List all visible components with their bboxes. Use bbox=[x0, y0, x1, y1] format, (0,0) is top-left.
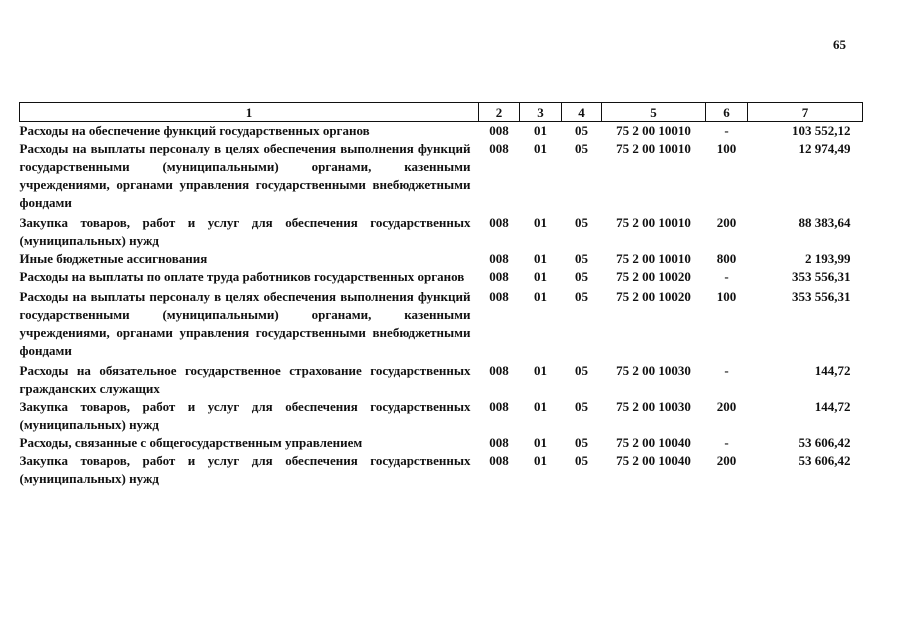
row-subsection: 05 bbox=[575, 289, 588, 304]
row-expense-type: - bbox=[724, 435, 729, 450]
row-expense-type: 100 bbox=[716, 141, 737, 156]
row-ministry-code: 008 bbox=[489, 435, 509, 450]
row-amount: 88 383,64 bbox=[798, 215, 851, 230]
row-expense-type: 800 bbox=[716, 251, 737, 266]
header-col-3: 3 bbox=[520, 103, 562, 122]
row-amount: 53 606,42 bbox=[798, 435, 851, 450]
row-description: Расходы на выплаты по оплате труда работников государственных органов bbox=[19, 269, 465, 284]
row-target-article: 75 2 00 10010 bbox=[616, 251, 691, 266]
row-description: Расходы, связанные с общегосударственным управлением bbox=[19, 435, 363, 450]
row-subsection: 05 bbox=[575, 453, 588, 468]
row-section: 01 bbox=[534, 269, 547, 284]
row-section: 01 bbox=[534, 435, 547, 450]
row-description: Расходы на выплаты персоналу в целях обеспечения выполнения функций государственными (муниципальными) органами, казенными учреждениями, органами управления государственными внебюджетными фондами bbox=[19, 141, 471, 210]
row-target-article: 75 2 00 10040 bbox=[616, 453, 691, 468]
row-subsection: 05 bbox=[575, 269, 588, 284]
row-amount: 2 193,99 bbox=[805, 251, 851, 266]
row-subsection: 05 bbox=[575, 435, 588, 450]
row-description: Закупка товаров, работ и услуг для обеспечения государственных (муниципальных) нужд bbox=[19, 399, 471, 432]
row-section: 01 bbox=[534, 141, 547, 156]
row-amount: 12 974,49 bbox=[798, 141, 851, 156]
table-row bbox=[20, 452, 863, 488]
row-description: Закупка товаров, работ и услуг для обеспечения государственных (муниципальных) нужд bbox=[19, 215, 471, 248]
header-col-4: 4 bbox=[562, 103, 602, 122]
row-section: 01 bbox=[534, 123, 547, 138]
row-subsection: 05 bbox=[575, 399, 588, 414]
row-amount: 353 556,31 bbox=[792, 289, 851, 304]
table-row bbox=[20, 140, 863, 212]
row-target-article: 75 2 00 10020 bbox=[616, 269, 691, 284]
table-row bbox=[20, 268, 863, 286]
row-target-article: 75 2 00 10030 bbox=[616, 363, 691, 378]
row-expense-type: - bbox=[724, 123, 729, 138]
row-section: 01 bbox=[534, 363, 547, 378]
table-row bbox=[20, 398, 863, 434]
row-expense-type: - bbox=[724, 363, 729, 378]
header-col-5: 5 bbox=[602, 103, 706, 122]
page-number: 65 bbox=[833, 37, 846, 52]
row-subsection: 05 bbox=[575, 363, 588, 378]
row-expense-type: 200 bbox=[716, 399, 737, 414]
row-section: 01 bbox=[534, 251, 547, 266]
row-description: Расходы на обязательное государственное страхование государственных гражданских служащих bbox=[19, 363, 471, 396]
row-ministry-code: 008 bbox=[489, 141, 509, 156]
row-target-article: 75 2 00 10020 bbox=[616, 289, 691, 304]
row-expense-type: 200 bbox=[716, 215, 737, 230]
row-section: 01 bbox=[534, 453, 547, 468]
row-description: Закупка товаров, работ и услуг для обеспечения государственных (муниципальных) нужд bbox=[19, 453, 471, 486]
header-col-1: 1 bbox=[20, 103, 479, 122]
table-row bbox=[20, 286, 863, 360]
row-ministry-code: 008 bbox=[489, 363, 509, 378]
row-ministry-code: 008 bbox=[489, 215, 509, 230]
table-row bbox=[20, 434, 863, 452]
row-subsection: 05 bbox=[575, 251, 588, 266]
row-ministry-code: 008 bbox=[489, 289, 509, 304]
row-expense-type: 100 bbox=[716, 289, 737, 304]
row-ministry-code: 008 bbox=[489, 269, 509, 284]
row-target-article: 75 2 00 10040 bbox=[616, 435, 691, 450]
table-row bbox=[20, 122, 863, 141]
row-subsection: 05 bbox=[575, 215, 588, 230]
row-subsection: 05 bbox=[575, 141, 588, 156]
row-target-article: 75 2 00 10010 bbox=[616, 123, 691, 138]
row-target-article: 75 2 00 10010 bbox=[616, 141, 691, 156]
budget-table bbox=[19, 102, 863, 488]
row-amount: 103 552,12 bbox=[792, 123, 851, 138]
row-amount: 353 556,31 bbox=[792, 269, 851, 284]
row-description: Расходы на выплаты персоналу в целях обеспечения выполнения функций государственными (муниципальными) органами, казенными учреждениями, органами управления государственными внебюджетными фондами bbox=[19, 289, 471, 358]
row-section: 01 bbox=[534, 289, 547, 304]
row-target-article: 75 2 00 10010 bbox=[616, 215, 691, 230]
table-row bbox=[20, 360, 863, 398]
row-amount: 53 606,42 bbox=[798, 453, 851, 468]
row-expense-type: - bbox=[724, 269, 729, 284]
row-target-article: 75 2 00 10030 bbox=[616, 399, 691, 414]
header-col-2: 2 bbox=[479, 103, 520, 122]
row-ministry-code: 008 bbox=[489, 123, 509, 138]
row-description: Иные бюджетные ассигнования bbox=[19, 251, 208, 266]
row-amount: 144,72 bbox=[814, 363, 851, 378]
header-col-7: 7 bbox=[748, 103, 863, 122]
row-expense-type: 200 bbox=[716, 453, 737, 468]
row-ministry-code: 008 bbox=[489, 399, 509, 414]
row-subsection: 05 bbox=[575, 123, 588, 138]
row-amount: 144,72 bbox=[814, 399, 851, 414]
table-row bbox=[20, 250, 863, 268]
row-description: Расходы на обеспечение функций государственных органов bbox=[19, 123, 370, 138]
row-section: 01 bbox=[534, 215, 547, 230]
table-row bbox=[20, 212, 863, 250]
header-col-6: 6 bbox=[706, 103, 748, 122]
row-ministry-code: 008 bbox=[489, 453, 509, 468]
table-header-row bbox=[20, 103, 863, 122]
row-section: 01 bbox=[534, 399, 547, 414]
row-ministry-code: 008 bbox=[489, 251, 509, 266]
